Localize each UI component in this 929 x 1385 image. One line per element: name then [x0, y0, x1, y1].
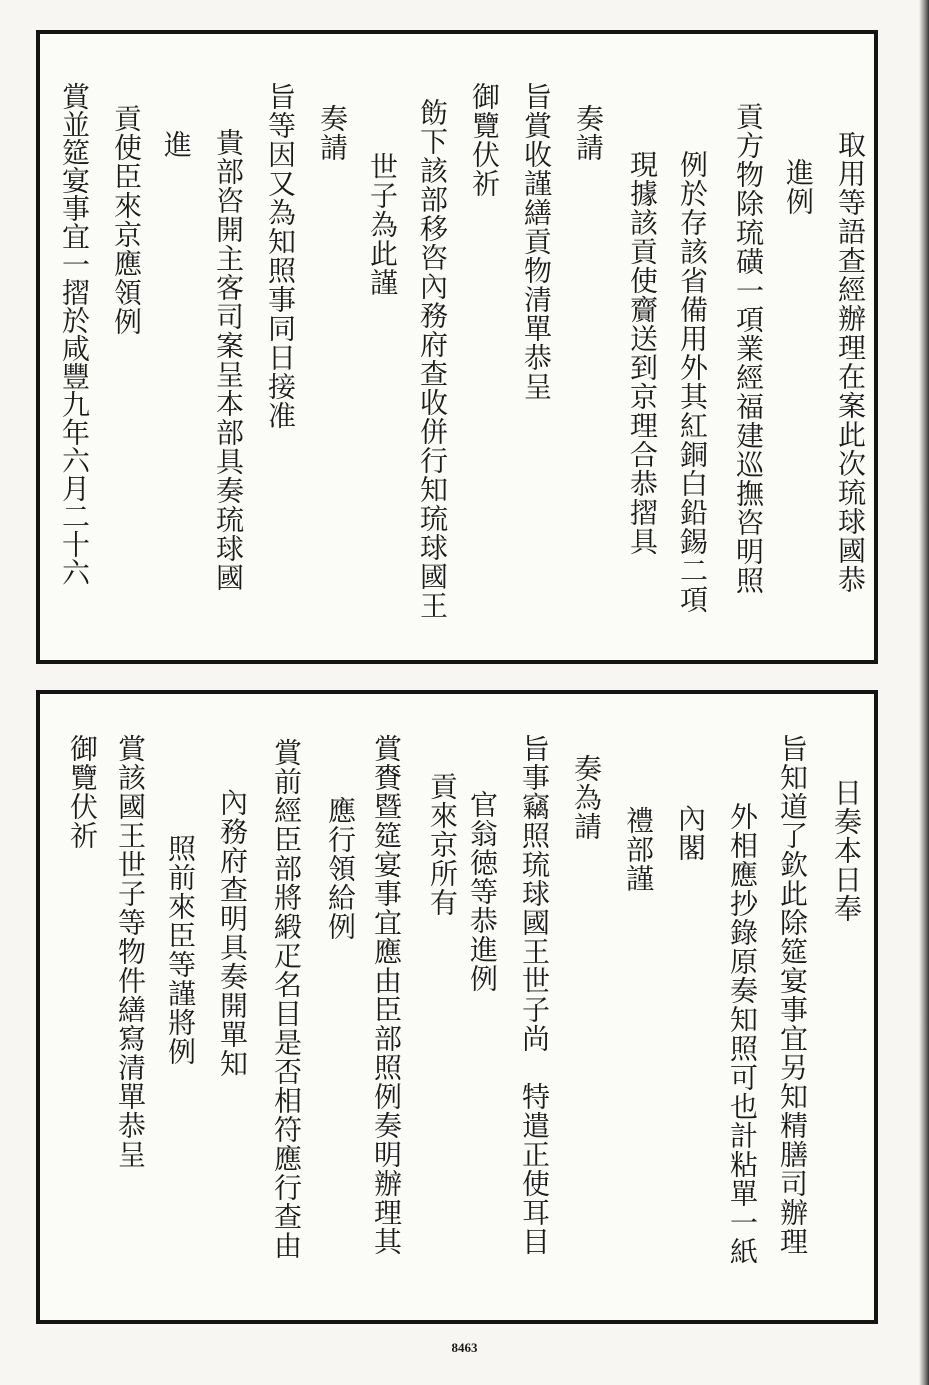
text-column: 奏請	[316, 104, 349, 162]
text-column: 御覽伏祈	[66, 734, 99, 850]
lower-document-panel	[36, 690, 878, 1324]
text-column: 禮部謹	[622, 806, 655, 893]
text-column: 賞並筵宴事宜一摺於咸豐九年六月二十六	[58, 82, 91, 586]
text-column: 賞賚暨筵宴事宜應由臣部照例奏明辦理其	[370, 734, 403, 1256]
text-column: 飭下該部移咨內務府查收併行知琉球國王	[416, 98, 449, 620]
text-column: 日奏本日奉	[830, 778, 863, 923]
page-number: 8463	[451, 1340, 478, 1355]
text-column: 官翁徳等恭進例	[466, 790, 499, 993]
text-column: 旨事竊照琉球國王世子尚 特遣正使耳目	[518, 734, 551, 1256]
text-column: 貢方物除琉磺一項業經福建巡撫咨明照	[732, 102, 765, 595]
text-column: 貢來京所有	[426, 772, 459, 917]
text-column: 旨等因又為知照事同日接准	[264, 82, 297, 430]
text-column: 現據該貢使齎送到京理合恭摺具	[626, 150, 659, 556]
text-column: 御覽伏祈	[468, 82, 501, 198]
text-column: 外相應抄錄原奏知照可也計粘單一紙	[726, 802, 759, 1266]
text-column: 世子為此謹	[366, 152, 399, 297]
text-column: 賞該國王世子等物件繕寫清單恭呈	[114, 734, 147, 1169]
text-column: 照前來臣等謹將例	[164, 834, 197, 1066]
text-column: 奏請	[572, 104, 605, 162]
text-column: 內務府查明具奏開單知	[216, 788, 249, 1078]
text-column: 進例	[782, 158, 815, 216]
text-column: 取用等語查經辦理在案此次琉球國恭	[834, 130, 867, 594]
text-column: 奏為請	[570, 754, 603, 841]
text-column: 內閣	[674, 804, 707, 862]
text-column: 賞前經臣部將緞疋名目是否相符應行查由	[270, 738, 303, 1260]
upper-document-panel	[36, 30, 878, 664]
text-column: 例於存該省備用外其紅銅白鉛錫二項	[676, 150, 709, 614]
scan-edge-shadow	[919, 0, 929, 1385]
text-column: 進	[160, 130, 193, 159]
text-column: 貴部咨開主客司案呈本部具奏琉球國	[212, 128, 245, 592]
text-column: 貢使臣來京應領例	[110, 104, 143, 336]
text-column: 旨知道了欽此除筵宴事宜另知精膳司辦理	[776, 734, 809, 1256]
text-column: 應行領給例	[324, 796, 357, 941]
text-column: 旨賞收謹繕貢物清單恭呈	[520, 82, 553, 401]
